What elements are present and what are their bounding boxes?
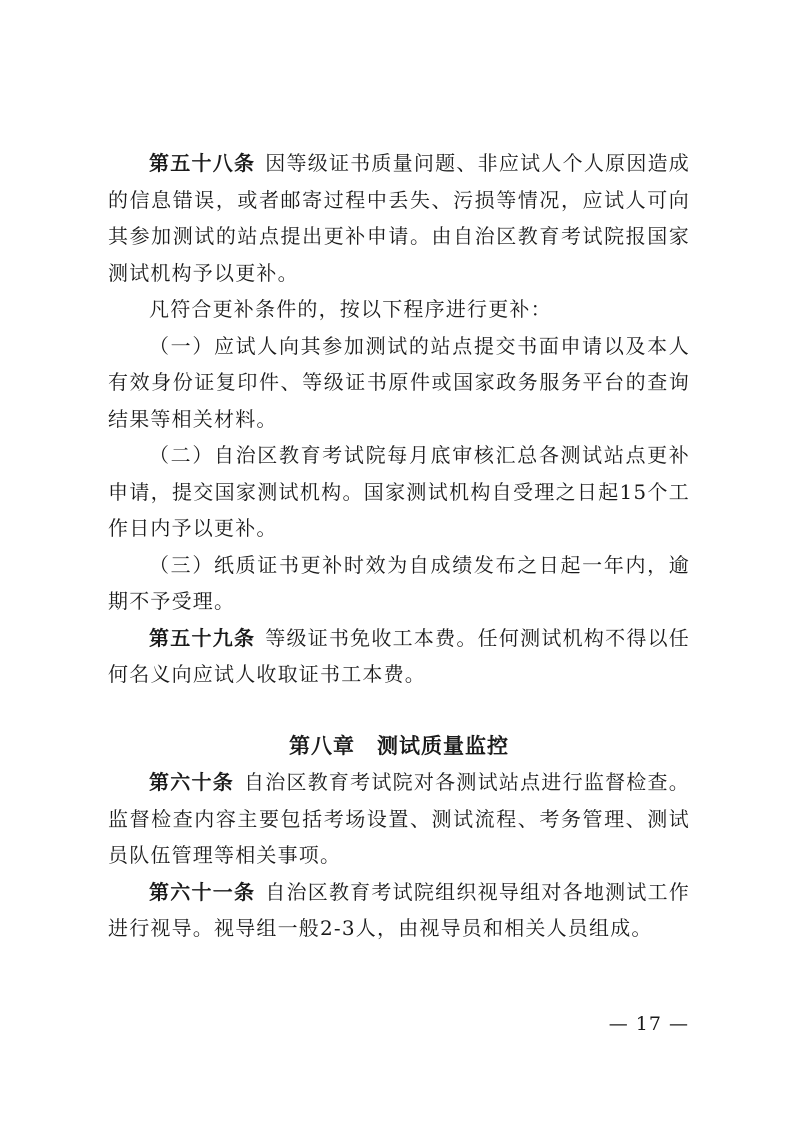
page-number: — 17 — bbox=[608, 1013, 689, 1035]
article-60-title: 第六十条 bbox=[149, 770, 234, 794]
chapter-heading: 第八章 测试质量监控 bbox=[289, 733, 509, 758]
article-60 bbox=[108, 764, 690, 874]
article-58-title: 第五十八条 bbox=[149, 151, 256, 175]
article-59 bbox=[108, 620, 690, 693]
document-body bbox=[108, 145, 690, 947]
list-item-2: （二）自治区教育考试院每月底审核汇总各测试站点更补申请，提交国家测试机构。国家测试机构自受理之日起15个工作日内予以更补。 bbox=[108, 443, 690, 540]
article-58 bbox=[108, 145, 690, 291]
list-item-3: （三）纸质证书更补时效为自成绩发布之日起一年内，逾期不予受理。 bbox=[108, 552, 690, 613]
article-61 bbox=[108, 874, 690, 947]
article-60-body: 自治区教育考试院对各测试站点进行监督检查。监督检查内容主要包括考场设置、测试流程、考务管理、测试员队伍管理等相关事项。 bbox=[108, 770, 690, 867]
article-59-title: 第五十九条 bbox=[149, 625, 256, 650]
article-59-body: 等级证书免收工本费。任何测试机构不得以任何名义向应试人收取证书工本费。 bbox=[108, 625, 691, 686]
article-58-body: 因等级证书质量问题、非应试人个人原因造成的信息错误，或者邮寄过程中丢失、污损等情况，应试人可向其参加测试的站点提出更补申请。由自治区教育考试院报国家测试机构予以更补。 bbox=[108, 151, 691, 285]
article-61-body: 自治区教育考试院组织视导组对各地测试工作进行视导。视导组一般2-3人，由视导员和相关人员组成。 bbox=[108, 879, 691, 940]
paragraph-conditions: 凡符合更补条件的，按以下程序进行更补： bbox=[149, 297, 552, 321]
list-item-1: （一）应试人向其参加测试的站点提交书面申请以及本人有效身份证复印件、等级证书原件或国家政务服务平台的查询结果等相关材料。 bbox=[108, 333, 690, 431]
article-61-title: 第六十一条 bbox=[149, 879, 256, 904]
